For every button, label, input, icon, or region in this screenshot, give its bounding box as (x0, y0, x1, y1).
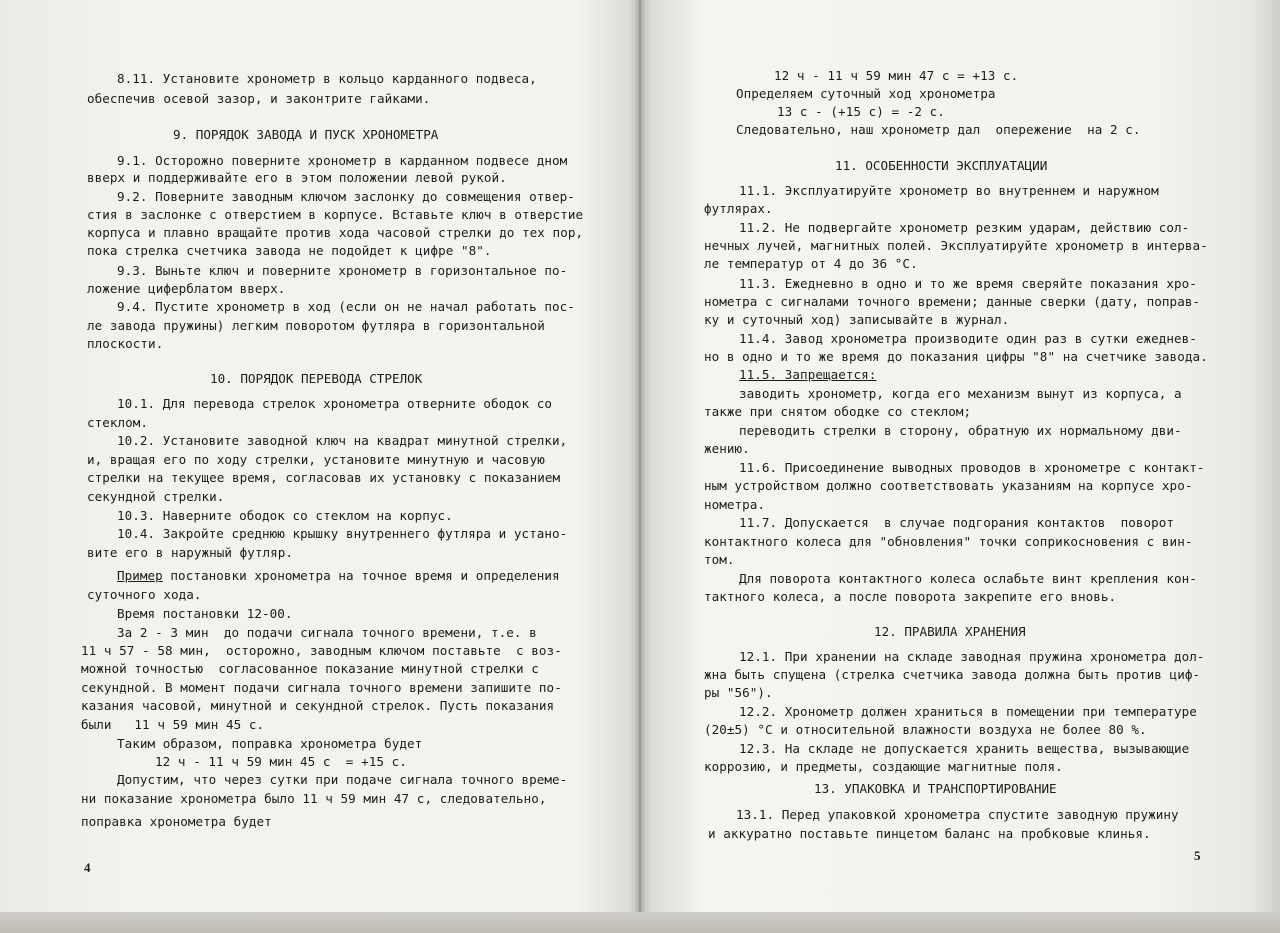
page-number: 5 (1194, 848, 1201, 863)
text-line: 12 ч - 11 ч 59 мин 45 с = +15 с. (155, 754, 407, 769)
text-line: 11.4. Завод хронометра производите один раз в сутки ежеднев- (739, 331, 1197, 346)
text-line: секундной стрелки. (87, 489, 225, 504)
text-line: 11 ч 57 - 58 мин, осторожно, заводным ключом поставьте с воз- (81, 643, 562, 658)
section-heading-12: 12. ПРАВИЛА ХРАНЕНИЯ (874, 624, 1026, 639)
text-line: Для поворота контактного колеса ослабьте винт крепления кон- (739, 571, 1197, 586)
text-line: и аккуратно поставьте пинцетом баланс на пробковые клинья. (708, 826, 1151, 841)
text-line: нечных лучей, магнитных полей. Эксплуатируйте хронометр в интерва- (704, 238, 1208, 253)
text-line: жению. (704, 441, 750, 456)
text-line: можной точностью согласованное показание минутной стрелки с (81, 661, 539, 676)
text-line: секундной. В момент подачи сигнала точного времени запишите по- (81, 680, 562, 695)
text-line: Определяем суточный ход хронометра (736, 86, 996, 101)
text-line: 9.3. Выньте ключ и поверните хронометр в горизонтальное по- (117, 263, 568, 278)
page-number: 4 (84, 860, 91, 875)
text-line: были 11 ч 59 мин 45 с. (81, 717, 265, 732)
text-line: (20±5) °С и относительной влажности воздуха не более 80 %. (704, 722, 1147, 737)
text-line: 10.4. Закройте среднюю крышку внутреннего футляра и устано- (117, 526, 568, 541)
text-line: контактного колеса для "обновления" точки соприкосновения с вин- (704, 534, 1193, 549)
section-heading-11: 11. ОСОБЕННОСТИ ЭКСПЛУАТАЦИИ (835, 158, 1048, 173)
text-line: ле температур от 4 до 36 °С. (704, 256, 918, 271)
text-line: 13 с - (+15 с) = -2 с. (777, 104, 945, 119)
section-heading-9: 9. ПОРЯДОК ЗАВОДА И ПУСК ХРОНОМЕТРА (173, 127, 439, 142)
text-line: 9.1. Осторожно поверните хронометр в карданном подвесе дном (117, 153, 568, 168)
text-line: ку и суточный ход) записывайте в журнал. (704, 312, 1010, 327)
text-line: ложение циферблатом вверх. (87, 281, 286, 296)
text-line: и, вращая его по ходу стрелки, установите минутную и часовую (87, 452, 545, 467)
page-edge-shadow (1250, 0, 1280, 933)
text-line: заводить хронометр, когда его механизм вынут из корпуса, а (739, 386, 1182, 401)
text-line: стеклом. (87, 415, 149, 430)
text-line: ле завода пружины) легким поворотом футляра в горизонтальной (87, 318, 545, 333)
section-heading-10: 10. ПОРЯДОК ПЕРЕВОДА СТРЕЛОК (210, 371, 423, 386)
scan-bottom-edge (0, 912, 1280, 933)
text-line: 12.1. При хранении на складе заводная пружина хронометра дол- (739, 649, 1205, 664)
text-line: вверх и поддерживайте его в этом положении левой рукой. (87, 170, 507, 185)
text-line: обеспечив осевой зазор, и законтрите гайками. (87, 91, 431, 106)
text-line: стрелки на текущее время, согласовав их установку с показанием (87, 470, 561, 485)
text-line: футлярах. (704, 201, 773, 216)
text-line: ры "56"). (704, 685, 773, 700)
text-line: ни показание хронометра было 11 ч 59 мин 47 с, следовательно, (81, 791, 547, 806)
text-line: том. (704, 552, 735, 567)
text-line: 11.6. Присоединение выводных проводов в хронометре с контакт- (739, 460, 1205, 475)
text-line: казания часовой, минутной и секундной стрелок. Пусть показания (81, 698, 555, 713)
text-line: нометра. (704, 497, 766, 512)
text-line: 12 ч - 11 ч 59 мин 47 с = +13 с. (774, 68, 1019, 83)
example-label: Пример (117, 568, 163, 583)
text-line: поправка хронометра будет (81, 814, 272, 829)
text-line: 11.1. Эксплуатируйте хронометр во внутреннем и наружном (739, 183, 1159, 198)
text-line: Допустим, что через сутки при подаче сигнала точного време- (117, 772, 568, 787)
text-line: 11.7. Допускается в случае подгорания контактов поворот (739, 515, 1175, 530)
text-line: 11.2. Не подвергайте хронометр резким ударам, действию сол- (739, 220, 1190, 235)
text-line: корпуса и плавно вращайте против хода часовой стрелки до тех пор, (87, 225, 584, 240)
text-line: тактного колеса, а после поворота закрепите его вновь. (704, 589, 1117, 604)
text-line: плоскости. (87, 336, 164, 351)
text-line: стия в заслонке с отверстием в корпусе. Вставьте ключ в отверстие (87, 207, 584, 222)
text-line: но в одно и то же время до показания цифры "8" на счетчике завода. (704, 349, 1208, 364)
text-line: 12.3. На складе не допускается хранить вещества, вызывающие (739, 741, 1190, 756)
text-line: 12.2. Хронометр должен храниться в помещении при температуре (739, 704, 1197, 719)
text-line: За 2 - 3 мин до подачи сигнала точного времени, т.е. в (117, 625, 537, 640)
example-line (117, 568, 560, 584)
text-line: пока стрелка счетчика завода не подойдет к цифре "8". (87, 243, 492, 258)
book-gutter (628, 0, 652, 933)
text-line: 11.3. Ежедневно в одно и то же время сверяйте показания хро- (739, 276, 1197, 291)
text-line: 9.2. Поверните заводным ключом заслонку до совмещения отвер- (117, 189, 575, 204)
text-line: нометра с сигналами точного времени; данные сверки (дату, поправ- (704, 294, 1201, 309)
text-line: также при снятом ободке со стеклом; (704, 404, 972, 419)
text-line: Таким образом, поправка хронометра будет (117, 736, 423, 751)
text-line: вите его в наружный футляр. (87, 545, 294, 560)
text-line: жна быть спущена (стрелка счетчика завода должна быть против циф- (704, 667, 1201, 682)
text-line: 10.3. Наверните ободок со стеклом на корпус. (117, 508, 453, 523)
text-line: ным устройством должно соответствовать указаниям на корпусе хро- (704, 478, 1193, 493)
text-line: 9.4. Пустите хронометр в ход (если он не начал работать пос- (117, 299, 575, 314)
text-line: Время постановки 12-00. (117, 606, 293, 621)
text-line: коррозию, и предметы, создающие магнитные поля. (704, 759, 1063, 774)
right-page (640, 0, 1280, 933)
text-line: 8.11. Установите хронометр в кольцо карданного подвеса, (117, 71, 537, 86)
text-line: суточного хода. (87, 587, 202, 602)
text-line: 10.1. Для перевода стрелок хронометра отверните ободок со (117, 396, 553, 411)
text-line: 10.2. Установите заводной ключ на квадрат минутной стрелки, (117, 433, 568, 448)
text-line: 13.1. Перед упаковкой хронометра спустите заводную пружину (736, 807, 1179, 822)
section-heading-13: 13. УПАКОВКА И ТРАНСПОРТИРОВАНИЕ (814, 781, 1057, 796)
example-text: постановки хронометра на точное время и определения (162, 568, 560, 583)
text-line: переводить стрелки в сторону, обратную их нормальному дви- (739, 423, 1182, 438)
prohibited-label: 11.5. Запрещается: (739, 367, 877, 382)
text-line: Следовательно, наш хронометр дал опережение на 2 с. (736, 122, 1141, 137)
